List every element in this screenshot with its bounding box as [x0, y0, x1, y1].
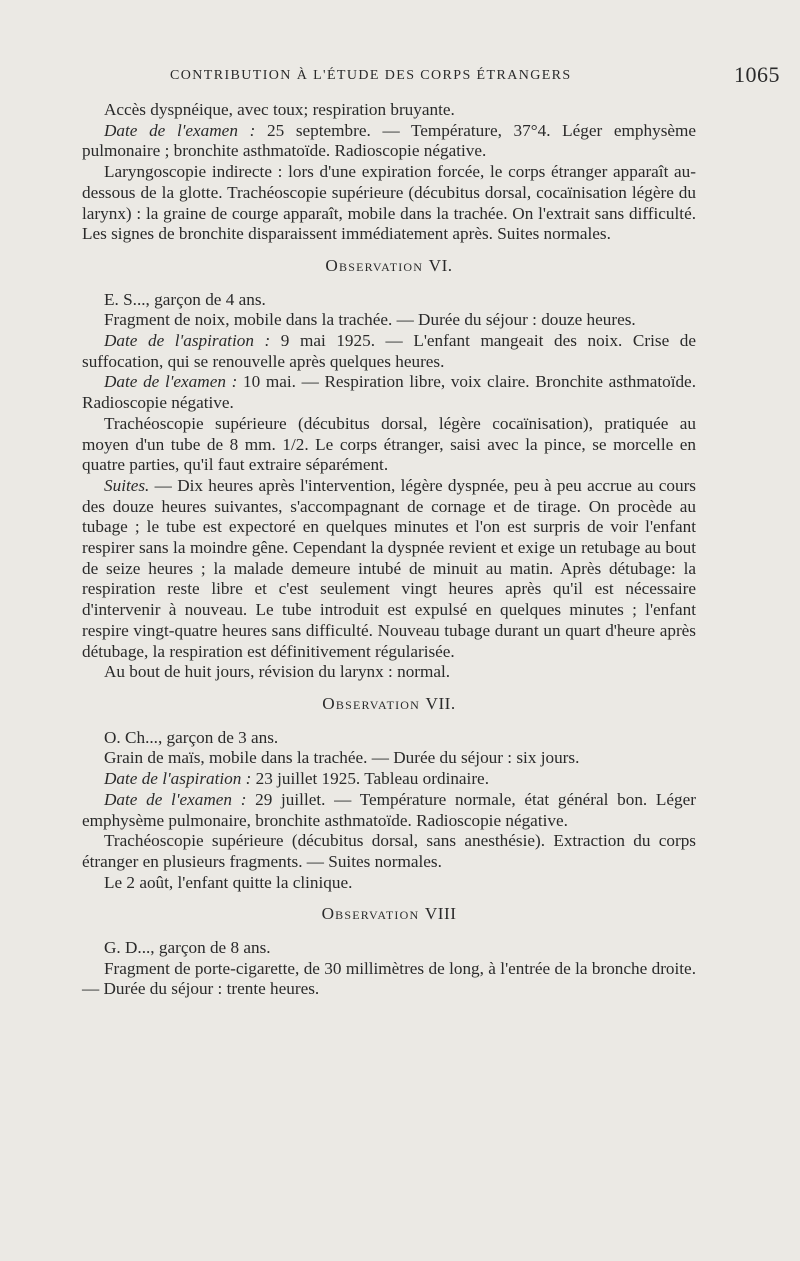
observation-vi-aspiration [82, 331, 696, 372]
suites-label: Suites. [104, 475, 150, 495]
page-number: 1065 [734, 62, 780, 87]
observation-vii-numeral: VII. [425, 693, 456, 713]
aspiration-date-text: 9 mai 1925. — L'enfant mangeait des noix. Crise de suffocation, qui se renouvelle après quelques heures. [82, 331, 697, 371]
observation-vi-heading [82, 256, 696, 277]
observation-vii-summary: Grain de maïs, mobile dans la trachée. — Durée du séjour : six jours. [104, 748, 580, 768]
exam-date-text: 10 mai. — Respiration libre, voix claire. Bronchite asthmatoïde. Radioscopie négative. [82, 372, 696, 413]
exam-date-label: Date de l'examen : [104, 789, 247, 809]
exam-date-label: Date de l'examen : [104, 120, 256, 140]
exam-date-text: 25 septembre. — Température, 37°4. Léger emphysème pulmonaire ; bronchite asthmatoïde. Radioscopie négative. [82, 120, 697, 161]
running-title: CONTRIBUTION À L'ÉTUDE DES CORPS ÉTRANGERS [170, 68, 572, 83]
observation-vii-outcome: Le 2 août, l'enfant quitte la clinique. [104, 872, 353, 892]
body-text [82, 100, 696, 1000]
observation-vi-outcome: Au bout de huit jours, révision du larynx : normal. [104, 662, 451, 682]
aspiration-date-label: Date de l'aspiration : [104, 331, 271, 351]
observation-vii-exam [82, 790, 696, 831]
aspiration-date-label: Date de l'aspiration : [104, 769, 252, 789]
observation-vi-suites [82, 476, 696, 662]
exam-date-label: Date de l'examen : [104, 372, 238, 392]
observation-viii-heading-word: Observation [321, 904, 420, 924]
observation-vi-summary: Fragment de noix, mobile dans la trachée. — Durée du séjour : douze heures. [104, 310, 636, 330]
observation-vii-patient: O. Ch..., garçon de 3 ans. [104, 727, 279, 747]
suites-text: — Dix heures après l'intervention, légère dyspnée, peu à peu accrue au cours des douze heures suivantes, s'accompagnant de cornage et de tirage. On procède au tubage ; le tube est expectoré en quelques minutes et l'on est surpris de voir l'enfant respirer sans la moindre gêne. Cependant la dyspnée revient et exige un retubage au bout de seize heures ; la malade demeure intubé de minuit au matin. Après détubage: la respiration reste libre et c'est seulement vingt heures après qu'il est nécessaire d'intervenir à nouveau. Le tube introduit est expulsé en quelques minutes ; l'enfant respire vingt-quatre heures sans difficulté. Nouveau tubage durant un quart d'heure après détubage, la respiration est définitivement régularisée. [82, 475, 696, 661]
observation-vi-exam [82, 372, 696, 413]
case-v-exam-paragraph [82, 121, 696, 162]
observation-vii-aspiration [82, 769, 696, 790]
aspiration-date-text: 23 juillet 1925. Tableau ordinaire. [251, 769, 489, 789]
observation-viii-heading [82, 904, 696, 925]
case-v-laryngoscopy-paragraph: Laryngoscopie indirecte : lors d'une expiration forcée, le corps étranger apparaît au-dessous de la glotte. Trachéoscopie supérieure (décubitus dorsal, cocaïnisation légère du larynx) : la graine de courge apparaît, mobile dans la trachée. On l'extrait sans difficulté. Les signes de bronchite disparaissent immédiatement après. Suites normales. [82, 162, 696, 244]
observation-vi-heading-word: Observation [325, 255, 424, 275]
case-v-paragraph: Accès dyspnéique, avec toux; respiration bruyante. [104, 100, 455, 119]
observation-vii-heading-word: Observation [322, 693, 421, 713]
exam-date-text: 29 juillet. — Température normale, état général bon. Léger emphysème pulmonaire, bronchite asthmatoïde. Radioscopie négative. [82, 789, 696, 830]
observation-vi-procedure: Trachéoscopie supérieure (décubitus dorsal, légère cocaïnisation), pratiquée au moyen d'un tube de 8 mm. 1/2. Le corps étranger, saisi avec la pince, se morcelle en quatre parties, qu'il faut extraire séparément. [82, 413, 696, 475]
page-header [170, 62, 780, 90]
observation-viii-numeral: VIII [424, 904, 457, 924]
observation-vii-procedure: Trachéoscopie supérieure (décubitus dorsal, sans anesthésie). Extraction du corps étranger en plusieurs fragments. — Suites normales. [82, 831, 696, 871]
observation-vii-heading [82, 694, 696, 715]
observation-vi-numeral: VI. [428, 255, 453, 275]
observation-viii-patient: G. D..., garçon de 8 ans. [104, 938, 271, 958]
observation-viii-summary: Fragment de porte-cigarette, de 30 millimètres de long, à l'entrée de la bronche droite. — Durée du séjour : trente heures. [82, 958, 696, 999]
observation-vi-patient: E. S..., garçon de 4 ans. [104, 289, 266, 309]
